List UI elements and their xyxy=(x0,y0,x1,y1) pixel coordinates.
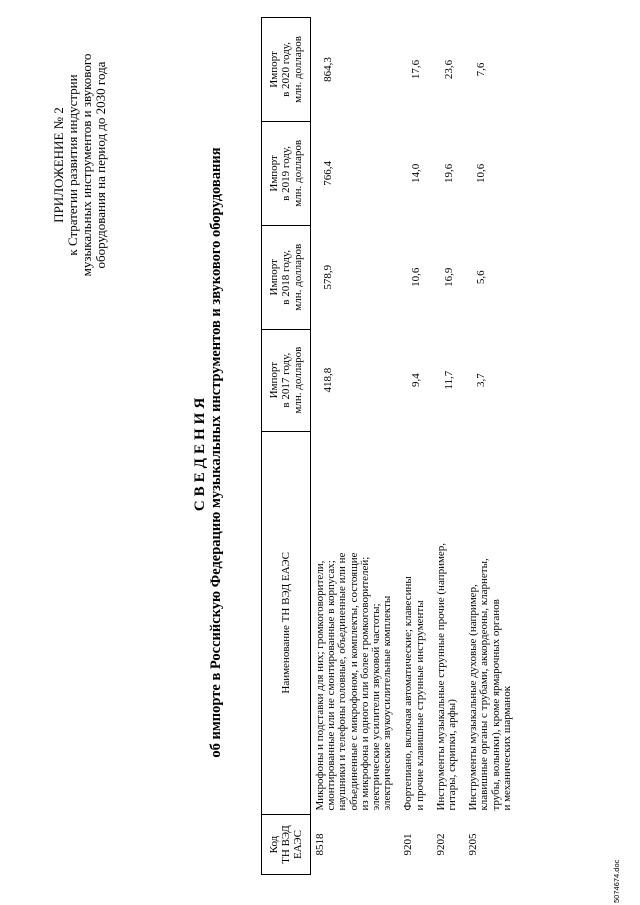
row-import-2018: 16,9 xyxy=(442,267,455,287)
row-import-2019: 10,6 xyxy=(475,163,488,183)
header-code: Код ТН ВЭД ЕАЭС xyxy=(262,815,311,875)
annex-ref-line-2: музыкальных инструментов и звукового xyxy=(79,53,94,277)
row-import-2019: 766,4 xyxy=(322,161,334,186)
row-import-2018: 5,6 xyxy=(475,270,488,285)
row-import-2020: 7,6 xyxy=(475,62,488,77)
row-name: Инструменты музыкальные духовые (например, клавишные органы с трубами, аккордеоны, кларнеты, трубы, волынки), кроме ярмарочных органов и механических шарманок xyxy=(467,558,513,811)
document-subtitle: об импорте в Российскую Федерацию музыкальных инструментов и звукового оборудования xyxy=(208,147,224,758)
header-import-2020: Импорт в 2020 году, млн. долларов xyxy=(262,18,311,122)
table-row xyxy=(399,18,431,875)
row-import-2020: 864,3 xyxy=(322,57,334,82)
row-name: Фортепиано, включая автоматические; клавесины и прочие клавишные струнные инструменты xyxy=(402,576,426,811)
header-name: Наименование ТН ВЭД ЕАЭС xyxy=(262,431,311,814)
row-import-2018: 10,6 xyxy=(410,267,423,287)
table-row xyxy=(311,18,400,875)
row-import-2017: 11,7 xyxy=(442,370,455,390)
table-header-row xyxy=(262,18,311,875)
row-import-2018: 578,9 xyxy=(322,264,334,290)
header-import-2019: Импорт в 2019 году, млн. долларов xyxy=(262,121,311,225)
header-import-2018: Импорт в 2018 году, млн. долларов xyxy=(262,225,311,329)
table-row xyxy=(464,18,519,875)
row-code: 9205 xyxy=(467,833,480,856)
annex-ref-line-1: к Стратегии развития индустрии xyxy=(65,74,80,256)
row-import-2019: 14,0 xyxy=(410,163,423,183)
annex-number: ПРИЛОЖЕНИЕ № 2 xyxy=(51,107,66,223)
row-code: 9202 xyxy=(434,833,447,856)
row-import-2017: 9,4 xyxy=(410,373,423,388)
row-import-2017: 418,8 xyxy=(322,367,334,393)
row-import-2020: 23,6 xyxy=(442,59,455,80)
annex-ref-line-3: оборудования на период до 2030 года xyxy=(93,61,108,269)
row-import-2017: 3,7 xyxy=(475,373,488,388)
document-file-id: 5074674.doc xyxy=(612,859,621,903)
annex-heading xyxy=(52,0,108,330)
row-code: 8518 xyxy=(314,833,326,856)
row-import-2020: 17,6 xyxy=(410,59,423,80)
document-title: СВЕДЕНИЯ xyxy=(192,393,208,512)
header-import-2017: Импорт в 2017 году, млн. долларов xyxy=(262,329,311,431)
import-table xyxy=(261,17,519,875)
table-row xyxy=(432,18,464,875)
row-import-2019: 19,6 xyxy=(442,163,455,183)
row-name: Инструменты музыкальные струнные прочие (например, гитары, скрипки, арфы) xyxy=(434,542,459,811)
row-code: 9201 xyxy=(402,833,415,856)
row-name: Микрофоны и подставки для них; громкоговорители, смонтированные или не смонтированные в корпусах; наушники и телефоны головные, объединенные или не объединенные с микрофоном, и комплекты, состоящие из микрофона и одного или более громкоговорителей; электрические усилители звуковой частоты; электрические звукоусилительные комплекты xyxy=(314,552,394,811)
